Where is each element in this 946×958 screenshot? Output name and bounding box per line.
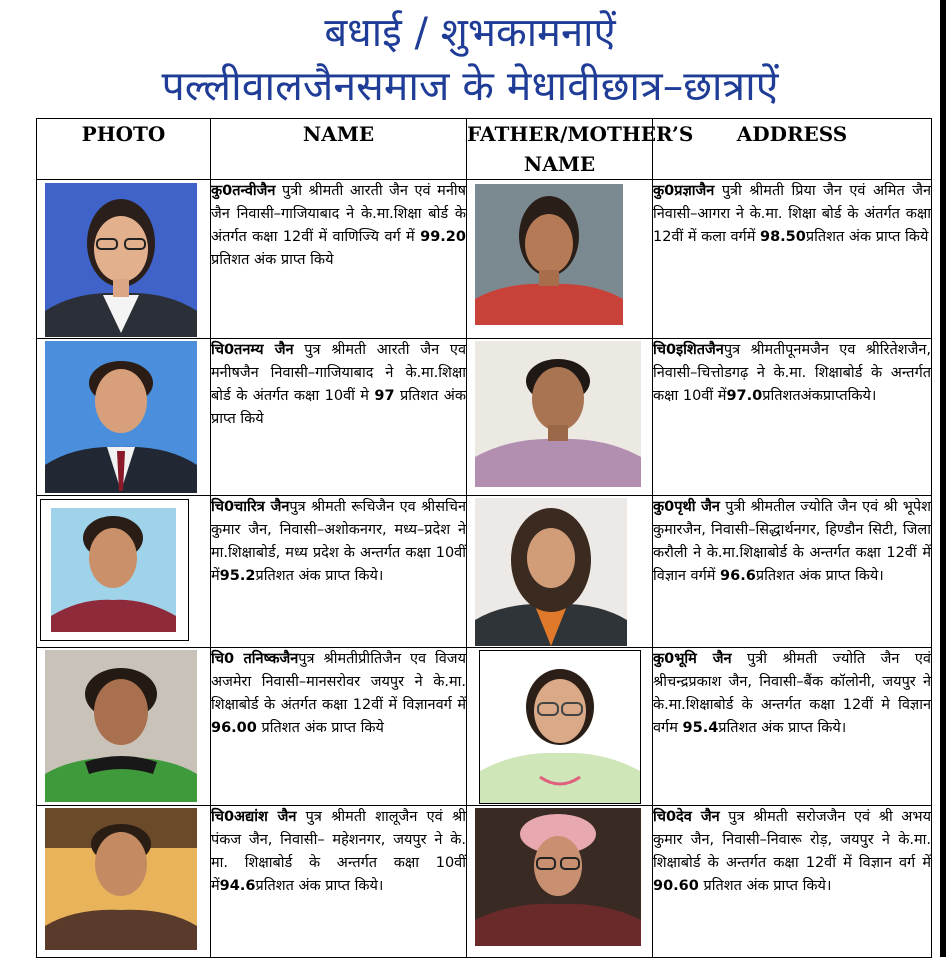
student-entry <box>211 496 467 648</box>
student-details-tail: प्रतिशत अंक प्राप्त किये। <box>255 878 384 894</box>
student-details-tail: प्रतिशत अंक प्राप्त किये। <box>698 878 832 894</box>
photo-cell <box>37 806 211 958</box>
photo-cell <box>467 806 653 958</box>
table-row <box>37 496 932 648</box>
student-details-tail: प्रतिशत अंक प्राप्त किये <box>211 252 334 268</box>
student-score: 96.00 <box>211 720 257 736</box>
student-details-tail: प्रतिशत अंक प्राप्त किये। <box>255 568 384 584</box>
table-row <box>37 339 932 496</box>
photo-cell <box>37 180 211 339</box>
student-photo <box>475 184 623 325</box>
student-entry <box>653 496 932 648</box>
student-details: पुत्र श्रीमती शालूजैन एवं श्री पंकज जैन, निवासी– महेशनगर, जयपुर ने के. मा. शिक्षाबोर्ड के अन्तर्गत कक्षा 10वीं में <box>211 809 466 894</box>
photo-cell <box>467 339 653 496</box>
table-row <box>37 180 932 339</box>
col-header-address: ADDRESS <box>653 119 932 180</box>
student-score: 97.0 <box>726 388 763 404</box>
student-details: पुत्र श्रीमती रूचिजैन एव श्रीसचिन कुमार जैन, निवासी–अशोकनगर, मध्य–प्रदेश ने मा.शिक्षाबोर्ड, मध्य प्रदेश के अन्तर्गत कक्षा 10वीं में <box>211 499 467 584</box>
student-name: कु0तन्वीजैन <box>211 183 276 199</box>
student-details: पुत्री श्रीमतील ज्योति जैन एवं श्री भूपेश कुमारजैन, निवासी–सिद्धार्थनगर, हिण्डौन सिटी, जिला करौली ने के.मा.शिक्षाबोर्ड के अन्तर्गत कक्षा 12वीं में विज्ञान वर्गमें <box>653 499 931 584</box>
student-name: कु0पृथी जैन <box>653 499 720 515</box>
student-details: पुत्र श्रीमती सरोजजैन एवं श्री अभय कुमार जैन, निवासी–निवारू रोड़, जयपुर ने के.मा. शिक्षाबोर्ड के अन्तर्गत कक्षा 12वीं में विज्ञान वर्ग में <box>653 809 931 871</box>
student-photo <box>45 650 197 802</box>
student-entry <box>211 180 467 339</box>
col-header-photo: PHOTO <box>37 119 211 180</box>
student-entry <box>211 648 467 806</box>
student-score: 90.60 <box>653 878 699 894</box>
photo-cell <box>37 648 211 806</box>
student-name: चि0देव जैन <box>653 809 720 825</box>
student-name: कु0भूमि जैन <box>653 651 732 667</box>
student-score: 97 <box>374 388 395 404</box>
student-score: 99.20 <box>420 229 466 245</box>
student-details: पुत्री श्रीमती आरती जैन एवं मनीष जैन निवासी–गाजियाबाद ने के.मा.शिक्षा बोर्ड के अंतर्गत कक्षा 12वीं में वाणिज्यि वर्ग में <box>211 183 466 245</box>
student-details-tail: प्रतिशत अंक प्राप्त किये। <box>718 720 847 736</box>
student-entry <box>653 180 932 339</box>
photo-cell <box>37 339 211 496</box>
student-name: चि0अद्यांश जैन <box>211 809 297 825</box>
student-details: पुत्री श्रीमती ज्योति जैन एवं श्रीचन्द्रप्रकाश जैन, निवासी–बैंक कॉलोनी, जयपुर ने के.मा.शिक्षाबोर्ड के अन्तर्गत कक्षा 12वीं मे विज्ञान वर्गम <box>653 651 931 736</box>
student-name: कु0प्रज्ञाजैन <box>653 183 715 199</box>
student-details: पुत्र श्रीमती आरती जैन एव मनीषजैन निवासी–गाजियाबाद ने के.मा.शिक्षा बोर्ड के अंतर्गत कक्षा 10वीं मे <box>211 342 467 404</box>
student-details-tail: प्रतिशत अंक प्राप्त किये। <box>755 568 884 584</box>
right-border-rule <box>940 0 946 957</box>
student-score: 95.4 <box>682 720 719 736</box>
student-photo <box>475 341 641 487</box>
student-photo <box>479 650 641 804</box>
col-header-father-mother: FATHER/MOTHER’S NAME <box>467 119 653 180</box>
student-entry <box>653 648 932 806</box>
student-name: चि0तनम्य जैन <box>211 342 294 358</box>
student-name: चि0 तनिष्कजैन <box>211 651 299 667</box>
student-entry <box>211 339 467 496</box>
student-score: 94.6 <box>219 878 256 894</box>
page-title: बधाई / शुभकामनाऐं <box>324 10 616 56</box>
students-table <box>36 118 932 958</box>
student-name: चि0इशितजैन <box>653 342 724 358</box>
student-entry <box>653 339 932 496</box>
photo-cell <box>37 496 211 648</box>
student-photo <box>475 498 627 646</box>
student-details: पुत्र श्रीमतीपूनमजैन एव श्रीरितेशजैन, निवासी–चित्तोडगढ़ ने के.मा. शिक्षाबोर्ड के अन्तर्गत कक्षा 10वीं में <box>653 342 931 404</box>
student-photo <box>475 808 641 946</box>
student-name: चि0चारित्र जैन <box>211 499 290 515</box>
student-details-tail: प्रतिशत अंक प्राप्त किये <box>211 388 466 427</box>
student-photo <box>40 499 189 641</box>
photo-cell <box>467 648 653 806</box>
student-photo <box>45 808 197 950</box>
table-header-row <box>37 119 932 180</box>
table-row <box>37 806 932 958</box>
student-details-tail: प्रतिशत अंक प्राप्त किये <box>805 229 929 245</box>
student-score: 96.6 <box>720 568 756 584</box>
student-photo <box>45 341 197 493</box>
student-entry <box>211 806 467 958</box>
student-details-tail: प्रतिशतअंकप्राप्तकिये। <box>762 388 877 404</box>
photo-cell <box>467 496 653 648</box>
student-details: पुत्री श्रीमती प्रिया जैन एवं अमित जैन निवासी–आगरा ने के.मा. शिक्षा बोर्ड के अंतर्गत कक्षा 12वीं में कला वर्गमें <box>653 183 931 245</box>
student-score: 98.50 <box>760 229 806 245</box>
student-score: 95.2 <box>219 568 256 584</box>
table-row <box>37 648 932 806</box>
col-header-name: NAME <box>211 119 467 180</box>
student-photo <box>45 183 197 337</box>
student-details-tail: प्रतिशत अंक प्राप्त किये <box>256 720 384 736</box>
student-details: पुत्र श्रीमतीप्रीतिजैन एव विजय अजमेरा निवासी–मानसरोवर जयपुर ने के.मा. शिक्षाबोर्ड के अंतर्गत कक्षा 12वीं में विज्ञानवर्ग में <box>211 651 466 713</box>
page-subtitle: पल्लीवालजैनसमाज के मेधावीछात्र–छात्राऐं <box>161 62 779 110</box>
photo-cell <box>467 180 653 339</box>
student-entry <box>653 806 932 958</box>
